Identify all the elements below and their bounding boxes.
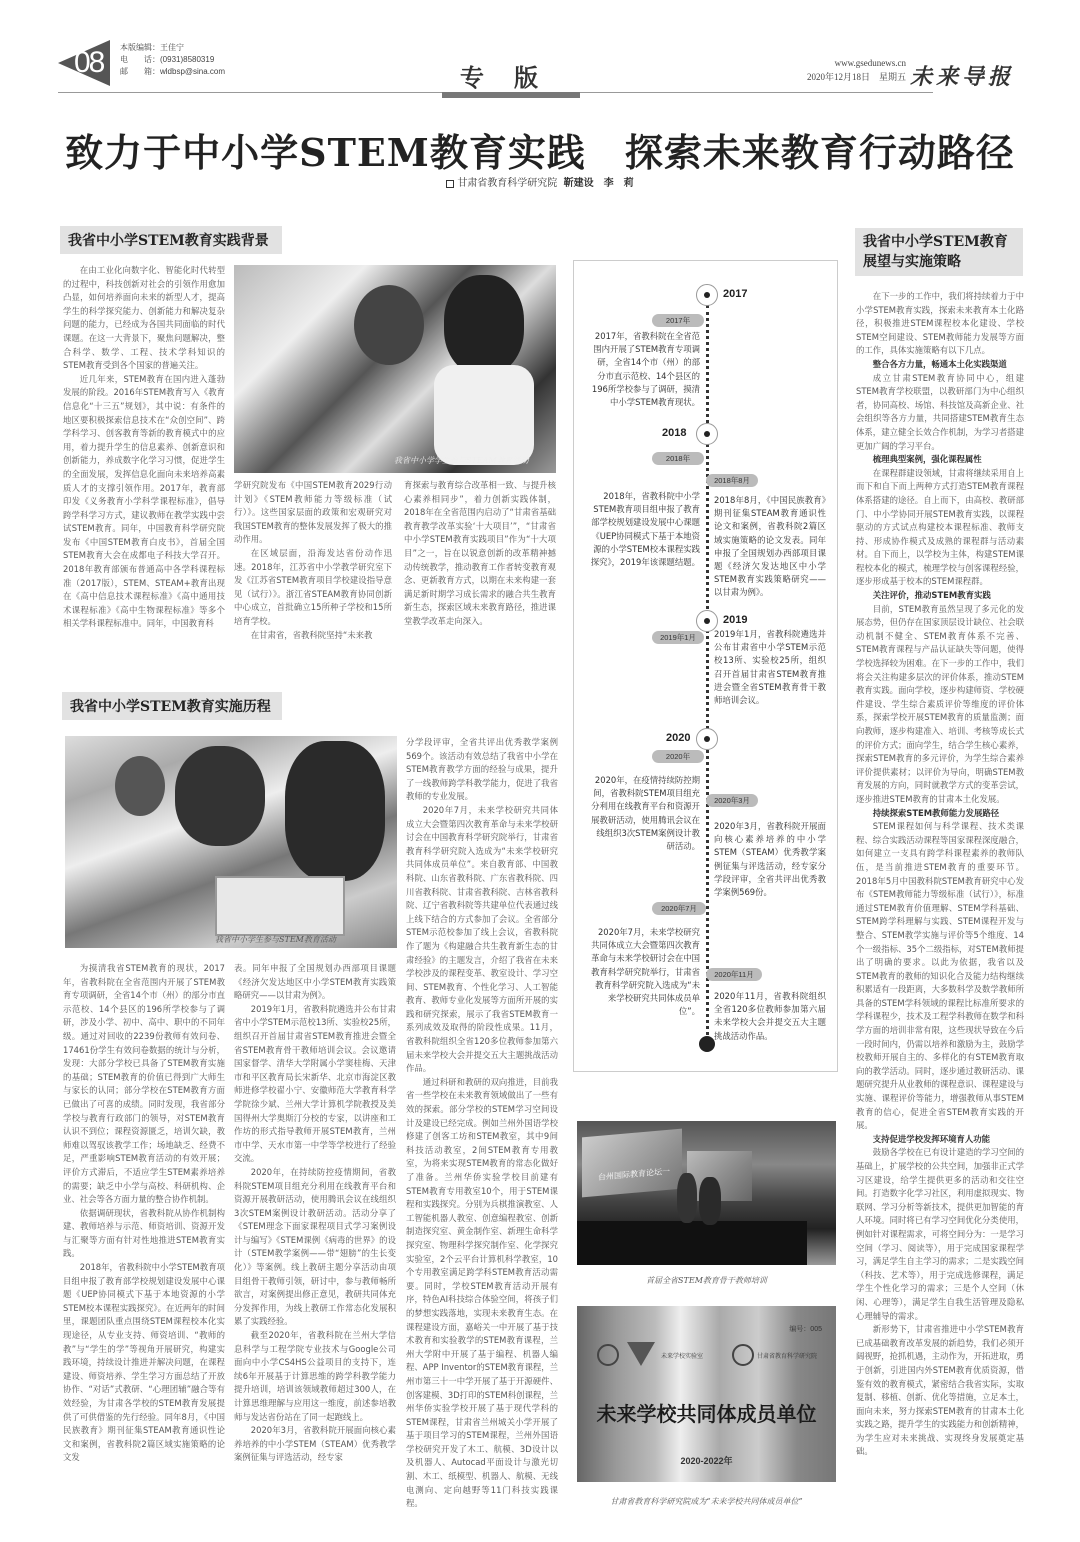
issue-date: 2020年12月18日 星期五 <box>806 72 906 82</box>
timeline-event-text: 2019年1月，省教科院遴选并公布甘肃省中小学STEM示范校13所、实验校25所，组织召开首届甘肃省STEM教育推进会暨全省STEM教育骨干教师培训会议。 <box>714 629 826 706</box>
timeline-year: 2018 <box>662 427 687 439</box>
timeline-tag: 2020年7月 <box>652 902 706 915</box>
timeline-tag: 2020年3月 <box>706 794 758 807</box>
timeline-tag: 2018年 <box>652 452 704 465</box>
timeline-event-text: 2020年，在疫情持续防控期间，省教科院STEM项目组充分利用在线教育平台和资源开展教研活动，使用腾讯会议在线组织3次STEM案例设计教研活动。 <box>591 775 700 852</box>
paragraph: 在甘肃省，省教科院坚持“未来教 <box>250 629 373 640</box>
masthead <box>0 0 1080 100</box>
site-info <box>780 56 906 84</box>
paragraph: 在下一步的工作中，我们将持续着力于中小学STEM教育实践，探索未来教育本土化路径，积极推进STEM课程校本化建设、学校STEM空间建设、STEM教师能力发展等方面的工作，具体实施策略有以下几点。 <box>856 291 1024 356</box>
plaque-org-2: 甘肃省教育科学研究院 <box>757 1353 818 1360</box>
timeline-node-icon <box>696 423 718 445</box>
photo-figure <box>175 746 265 846</box>
subheading: 支持促进学校发挥环境育人功能 <box>872 1133 991 1144</box>
subheading: 持续探索STEM教师能力发展路径 <box>872 807 1000 818</box>
photo-figure <box>444 275 524 375</box>
section-heading-background: 我省中小学STEM教育实践背景 <box>60 226 282 254</box>
byline <box>0 174 1080 189</box>
plaque-photo-caption: 甘肃省教育科学研究院成为“未来学校共同体成员单位” <box>610 1497 803 1506</box>
history-col-3 <box>406 736 558 1532</box>
editor-info <box>120 42 225 78</box>
timeline-tag: 2017年 <box>652 314 704 327</box>
editor-label: 本版编辑： <box>120 43 160 52</box>
photo-figure <box>115 756 165 816</box>
phone-label: 电 话： <box>120 55 160 64</box>
paragraph: 通过科研和教研的双向推进，目前我省一些学校在未来教育领域做出了一些有效的探索。部分学校的STEM学习空间设计及建设已经完成。例如兰州外国语学校修建了创客工坊和STEM教室，其中9间科技活动教室，2间STEM教育专用教室，为将来实现STEM教育的常态化做好了准备。兰州华侨实验学校目前建有STEM教育专用教室10个，用于STEM课程和实践探究。分别为兵棋推演教室、人工智能机器人教室、创意编程教室、创新制造探究室、黄金制作室、新理生命科学探究室、物理科学探究制作室、化学探究实验室，2个云平台计算机科学教室，10个专用教室满足跨学科STEM教育活动需要。同时，学校STEM教育活动开展有序，特色AI科技综合体验空间，将孩子们的梦想实践落地，实现未来教育生态。在课程建设方面，嘉峪关一中开展了基于技术教育和实验教学的STEM教育课程，兰州大学附中开展了基于编程、机器人编程、APP Inventor的STEM教育课程，兰州市第三十一中学开展了基于开源硬件、创客建模、3D打印的STEM科创课程，兰州华侨实验学校开展了基于现代学科的STEM课程，甘肃省兰州城关小学开展了基于项目学习的STEM课程，兰州外国语学校研究开发了木工、航模、3D设计以及机器人、Autocad平面设计与激光切割、木工、纸模型、机器人、航模、无线电测向、定向越野等11门科技实践课程。 <box>406 1076 558 1509</box>
timeline-event-text: 2020年7月，未来学校研究共同体成立大会暨第四次教育革命与未来学校研讨会在中国教育科学研究院举行，甘肃省教育科学研究院入选成为“未来学校研究共同体成员单位”。 <box>591 927 700 1017</box>
paragraph: 在区域层面，沿海发达省份动作迅速。2018年，江苏省中小学教学研究室下发《江苏省STEM教育项目学校建设指导意见（试行）》。浙江省STEAM教育协同创新中心成立，首批确立15所种子学校和15所培育学校。 <box>234 547 392 626</box>
phone-number: (0931)8580319 <box>160 55 215 64</box>
photo-caption: 我省中小学生参与STEM教育活动 <box>215 935 336 944</box>
article-title: 致力于中小学STEM教育实践 探索未来教育行动路径 <box>65 130 1015 175</box>
logo-icon <box>732 1344 754 1366</box>
byline-authors: 靳建设 李 莉 <box>563 178 634 189</box>
photo-board <box>215 876 345 936</box>
paragraph: 2018年，省教科院中小学STEM教育项目组申报了教育部学校规划建设发展中心课题《UEP协同模式下基于本地资源的小学STEM校本课程实践探究》。在近两年的时间里，课题团队重点围绕STEM课程校本化实现途径，从专业支持、师资培训、“教师的教”与“学生的学”等视角开展研究，构建实践环境，持续设计推进并解决问题，在课程建设、师资培养、学生学习方面总结了开放协作、“对话”式教研、“心理团辅”融合等有效经验，为甘肃各学校的STEM教育发展提供了可供借鉴的先行经验。同年8月，《中国民族教育》期刊征集STEAM教育通识性论文和案例，省教科院2篇区域实施策略的论文发 <box>63 1262 225 1463</box>
plaque-org-1: 未来学校实验室 <box>661 1353 704 1360</box>
photo-students-steam <box>234 265 556 473</box>
training-photo-caption: 首届全省STEM教育骨干教师培训 <box>646 1276 767 1285</box>
section-heading-history: 我省中小学STEM教育实施历程 <box>62 692 282 720</box>
prospects-col <box>856 290 1024 1530</box>
photo-screen <box>582 1129 682 1198</box>
paragraph: 学研究院发布《中国STEM教育2029行动计划》《STEM教师能力等级标准（试行）》。这些国家层面的政策和宏观研究对我国STEM教育的整体发展发挥了极大的推动作用。 <box>234 480 392 545</box>
paragraph: 2020年3月，省教科院开展面向核心素养培养的中小学STEM（STEAM）优秀教学案例征集与评选活动，经专家 <box>234 1425 396 1463</box>
subheading: 梳理典型案例，强化课程属性 <box>872 454 982 465</box>
background-col-3 <box>404 479 556 659</box>
section-name: 专版 <box>460 63 568 92</box>
paragraph: 依据调研现状，省教科院从协作机制构建、教师培养与示范、师资培训、资源开发与汇聚等方面有针对性地推进STEM教育实践。 <box>63 1207 225 1259</box>
byline-org: 甘肃省教育科学研究院 <box>457 178 558 189</box>
photo-students-stem-activity <box>65 736 397 948</box>
subheading: 关注评价，推动STEM教育实践 <box>872 590 991 601</box>
timeline-year: 2017 <box>723 288 748 300</box>
paragraph: 为摸清我省STEM教育的现状，2017年，省教科院在全省范围内开展了STEM教育专项调研，全省14个市（州）的部分市直示范校、14个县区的196所学校参与了调研，涉及小学、初中、高中、职中的不同年级。通过对回收的2239份教师有效问卷、17461份学生有效问卷数据的统计与分析，发现：大部分学校已具备了STEM教育实施的基础；STEM教育的价值已得到广大师生与家长的认同；部分学校在STEM教育方面已做出了可喜的成绩。同时发现，我省部分学校与教育行政部门的领导，对STEM教育认识不到位；课程资源匮乏，培训欠缺，教师难以驾驭该教学工作；场地缺乏、经费不足，严重影响STEM教育活动的有效开展；评价方式滞后，不适应学生STEM素养培养的需要；缺乏中小学与高校、科研机构、企业、社会等各方面力量的整合协作机制。 <box>63 963 225 1205</box>
paragraph: 2020年7月，未来学校研究共同体成立大会暨第四次教育革命与未来学校研讨会在中国教育科学研究院举行，甘肃省教育科学研究院入选成为“未来学校研究共同体成员单位”。来自教育部、中国教科院、山东省教科院、广东省教科院、四川省教科院、甘肃省教科院、吉林省教科院、辽宁省教科院等共建单位代表通过线上线下结合的方式参加了会议。全省部分STEM示范校参加了线上会议，省教科院作了题为《构建融合共生教育新生态的甘肃经验》的主题发言，介绍了我省在未来学校涉及的课程变革、教室设计、学习空间、STEM教育、个性化学习、人工智能教育、教师专业化发展等方面所开展的实践和研究探索，展示了我省STEM教育一系列成效及取得的阶段性成果。11月，省教科院组织全省120多位教师参加第六届未来学校大会并提交五大主题挑战活动作品。 <box>406 804 558 1074</box>
paragraph: 2020年，在持续防控疫情期间，省教科院STEM项目组充分利用在线教育平台和资源开展教研活动，使用腾讯会议在线组织3次STEM案例设计教研活动。活动分享了《STEM理念下面家课程项目式学习案例设计与编写》《STEM课例《病毒的世界》的设计（STEM教学案例——带“翅膀”的生长变化）》等案例。线上教研主题分享活动由项目组骨干教师引领，研讨中，参与教师畅所欲言，对案例提出修正意见，教研共同体充分发挥作用，为线上教研工作常态化发展积累了实践经验。 <box>234 1166 396 1327</box>
timeline-tag: 2019年1月 <box>652 631 704 644</box>
paragraph: 分学段评审，全省共评出优秀教学案例569个。该活动有效总结了我省中小学在STEM教育教学方面的经验与成果，提升了一线教师跨学科教学能力，促进了我省教师的专业发展。 <box>406 737 558 802</box>
logo-icon <box>597 1344 619 1366</box>
history-col-1 <box>63 962 225 1532</box>
timeline-tag: 2020年 <box>652 750 704 763</box>
photo-figure <box>285 741 385 881</box>
photo-caption: 我省中小学学生参与STEAM教育活动 <box>394 456 529 465</box>
banner-text: 台州国际教育论坛一 <box>598 1166 670 1182</box>
timeline-year: 2019 <box>723 614 748 626</box>
paragraph: 表。同年申报了全国规划办西部项目课题《经济欠发达地区中小学STEM教育实践策略研究——以甘肃为例》。 <box>234 963 396 1001</box>
section-heading-prospects: 我省中小学STEM教育展望与实施策略 <box>855 228 1023 276</box>
editor-name: 王佳宁 <box>160 43 184 52</box>
page-number: 08 <box>74 46 104 79</box>
timeline-event-text: 2020年3月，省教科院开展面向核心素养培养的中小学STEM（STEAM）优秀教学案例征集与评选活动，经专家分学段评审，全省共评出优秀教学案例569份。 <box>714 821 826 898</box>
timeline-tag: 2018年8月 <box>706 474 758 487</box>
plaque-years: 2020-2022年 <box>680 1456 733 1466</box>
page-number-badge <box>58 40 110 86</box>
plaque-number: 编号：005 <box>789 1326 822 1333</box>
photo-plaque <box>577 1306 836 1482</box>
website: www.gsedunews.cn <box>834 58 906 68</box>
history-col-2 <box>234 962 396 1532</box>
paragraph: 在由工业化向数字化、智能化时代转型的过程中，科技创新对社会的引领作用愈加凸显，如何培养面向未来的新型人才，提高学生的科学探究能力、创新能力和解决复杂问题的能力，已经成为各国共同面临的时代课题。在这一大背景下，聚焦问题解决，整合科学、数学、工程、技术学科知识的STEM教育受到各个国家的普遍关注。 <box>63 265 225 371</box>
photo-figure <box>354 285 424 365</box>
paragraph: 育探索与教育综合改革相一致、与提升核心素养相同步”，着力创新实践体制，2018年在全省范围内启动了“甘肃省基础教育教学改革实验‘十大项目’”，“甘肃省中小学STEM教育实践项目”作为“十大项目”之一，旨在以锐意创新的改革精神撼动传统教学，推动教育工作者转变教育观念、更新教育方式，以期在未来构建一套满足新时期学习成长需求的融合共生教育新生态，探索区域未来教育路径，推进课堂教学改革走向深入。 <box>404 480 556 626</box>
photo-teacher-training <box>577 1121 836 1265</box>
paragraph: STEM课程如何与科学课程、技术类课程、综合实践活动课程等国家课程深度融合，如何建立一支具有跨学科课程素养的教师队伍，是当前推进STEM教育的重要环节。2018年5月中国教科院STEM教育研究中心发布《STEM教师能力等级标准（试行）》，标准通过STEM教育价值理解、STEM学科基础、STEM跨学科理解与实践、STEM课程开发与整合、STEM教学实施与评价等5个维度、14个一级指标、35个二级指标，对STEM教师提出了明确的要求。以此为依据，我省以及STEM教育的教师的知识化合及能力结构继续积累适有一段距离，大多数科学及数学教师所具备的STEM学科领域的课程比标准所要求的学科课程少，技术及工程学科教师在数学和科学方面的培训非常有限，这些现状导致在今后一段时间内，仍需以培养和激励为主，鼓励学校教师开展自主的、多样化的有STEM教育取向的教学活动。同时，逐步通过教研活动、课题研究提升从业教师的课程意识、课程建设与实施、课程评价等能力，增强教师从事STEM教育的信心，促进全省STEM教育实践的开展。 <box>856 821 1024 1131</box>
timeline-event-text: 2018年，省教科院中小学STEM教育项目组申报了教育部学校规划建设发展中心课题《UEP协同模式下基于本地资源的小学STEM校本课程实践探究》，2019年该课题结题。 <box>590 491 700 568</box>
byline-box-icon <box>446 180 454 188</box>
paragraph: 鼓励各学校在已有设计建造的学习空间的基础上，扩展学校的公共空间，加强非正式学习区建设，给学生提供更多的活动和交往空间。打造数字化学习社区，利用虚拟现实、物联网、学习分析等新技术，提供更加智能的育人环境。同时将已有学习空间优化分类使用，例如针对课程需求，可将空间分为：一是学习空间（学习、阅读等），用于完成国家课程学习，满足学生自主学习的需求；二是实践空间（科技、艺术等），用于完成选修课程，满足学生个性化学习的需求；三是个人空间（休闲、心理等），满足学生自我生活管理及隐私心理辅导的需求。 <box>856 1147 1024 1321</box>
timeline-tag: 2020年11月 <box>706 968 762 981</box>
paragraph: 目前，STEM教育虽然呈现了多元化的发展态势，但仍存在国家顶层设计缺位、社会联动机制不健全、STEM教育体系不完善、STEM教育课程与产品认证缺失等问题，使得学校选择较为困难。在下一步的工作中，我们将会关注构建多层次的评价体系，推动STEM教育实践。面向学校，逐步构建师资、学校硬件建设、学生综合素质评价等维度的评价体系，探索学校开展STEM教育的质量监测；面向教师，逐步构建准入、培训、考核等成长式的评价方式；面向学生，结合学生核心素养，探索STEM教育的多元评价，为学生综合素养评价提供素材；以评价为导向，明确STEM教育发展的方向，同时就教学方式的变革尝试，逐步推进STEM教育的甘肃本土化发展。 <box>856 603 1024 804</box>
timeline-event-text: 2018年8月，《中国民族教育》期刊征集STEAM教育通识性论文和案例，省教科院2篇区域实施策略的论文发表。同年申报了全国规划办西部项目课题《经济欠发达地区中小学STEM教育实践策略研究——以甘肃为例》。 <box>714 495 826 598</box>
paragraph: 成立甘肃STEM教育协同中心，组建STEM教育学校联盟，以教研部门为中心组织者，协同高校、场馆、科技馆及高新企业、社会组织等各方力量，共同搭建STEM教育生态体系，建立健全长效合作机制，为学习者搭建更加广阔的学习平台。 <box>856 372 1024 451</box>
section-bar <box>442 92 580 98</box>
timeline-end-dot-icon <box>699 1036 715 1052</box>
photo-figure <box>434 365 534 465</box>
photo-figure <box>699 1177 721 1225</box>
timeline-year: 2020 <box>666 732 691 744</box>
photo-table <box>577 1221 807 1265</box>
paragraph: 新形势下，甘肃省推进中小学STEM教育已成基础教育改革发展的新趋势，我们必须开阔视野，抢抓机遇，主动作为，开拓进取，勇于创新，引进国内外STEM教育优质资源，借鉴有效的教育模式，紧密结合我省实际，实取复制、移植、创新、优化等措施，立足本土，面向未来，努力探索STEM教育的甘肃本土化实践之路，提升学生的实践能力和创新精神，为学生应对未来挑战、实现终身发展奠定基础。 <box>856 1324 1024 1457</box>
email-label: 邮 箱： <box>120 67 160 76</box>
paper-logo: 未来导报 <box>910 64 1015 90</box>
photo-figure <box>677 1173 697 1223</box>
triangle-logo-icon <box>627 1342 655 1366</box>
email-address: wldbsp@sina.com <box>160 67 226 76</box>
paragraph: 截至2020年，省教科院在兰州大学信息科学与工程学院专业技术与Google公司面向中小学CS4HS公益项目的支持下，连续6年开展基于计算思维的跨学科教学能力提升培训，培训该领域教师超过300人，在计算思维理解与应用这一维度，前述参培教师与发达省份站在了同一起跑线上。 <box>234 1330 396 1422</box>
paragraph: 在课程群建设领域，甘肃将继续采用自上而下和自下而上两种方式打造STEM教育课程体系搭建的途径。自上而下，由高校、教研部门、中小学协同开展STEM教育实践，以课程驱动的方式试点构建校本课程标准、教师支持、形成协作模式及成熟的课程群与活动素材。自下而上，以学校为主体，构建STEM课程校本化的模式，梳理学校与创客课程经验，逐步形成基于校本的STEM课程群。 <box>856 467 1024 587</box>
timeline-node-icon <box>696 284 718 306</box>
timeline-node-icon <box>696 728 718 750</box>
paragraph: 近几年来，STEM教育在国内进入蓬勃发展的阶段。2016年STEM教育写入《教育信息化“十三五”规划》，其中说：有条件的地区要积极探索信息技术在“众创空间”、跨学科学习、创客教育等新的教育模式中的应用，着力提升学生的信息素养、创新意识和创新能力，养成数字化学习习惯，促进学生的全面发展，发挥信息化面向未来培养高素质人才的支撑引领作用。2017年，教育部印发《义务教育小学科学课程标准》，倡导跨学科学习方式，建议教师在教学实践中尝试STEM教育。同年，中国教育科学研究院发布《中国STEM教育白皮书》，首届全国STEM教育大会在成都电子科技大学召开。2018年教育部颁布普通高中各学科课程标准（2017版），STEM、STEAM+教育出现在《高中信息技术课程标准》《高中通用技术课程标准》《高中生物课程标准》等多个相关学科课程标准中。同年，中国教育科 <box>63 373 225 629</box>
paragraph: 2019年1月，省教科院遴选并公布甘肃省中小学STEM示范校13所、实验校25所，组织召开首届甘肃省STEM教育推进会暨全省STEM教育骨干教师培训会议。会议邀请国家督学、清华大学附属小学窦桂梅、天津市和平区教育局长宋新华、北京市海淀区教师进修学校翟小宁、安徽师范大学教育科学学院徐少斌、兰州大学计算机学院教授及美国得州大学奥斯汀分校的专家，以讲座和工作坊的形式指导教师开展STEM教育，兰州市中学、天水市第一中学等学校进行了经验交流。 <box>234 1003 396 1164</box>
timeline-event-text: 2017年，省教科院在全省范围内开展了STEM教育专项调研，全省14个市（州）的部分市直示范校、14个县区的196所学校参与了调研，摸清中小学STEM教育现状。 <box>591 331 700 408</box>
timeline-line <box>706 305 709 1035</box>
background-col-2 <box>234 479 392 659</box>
subheading: 整合各方力量，畅通本土化实践渠道 <box>872 358 1007 369</box>
timeline-event-text: 2020年11月，省教科院组织全省120多位教师参加第六届未来学校大会并提交五大主题挑战活动作品。 <box>714 991 826 1041</box>
plaque-title: 未来学校共同体成员单位 <box>596 1404 817 1426</box>
background-col-1 <box>63 264 225 644</box>
